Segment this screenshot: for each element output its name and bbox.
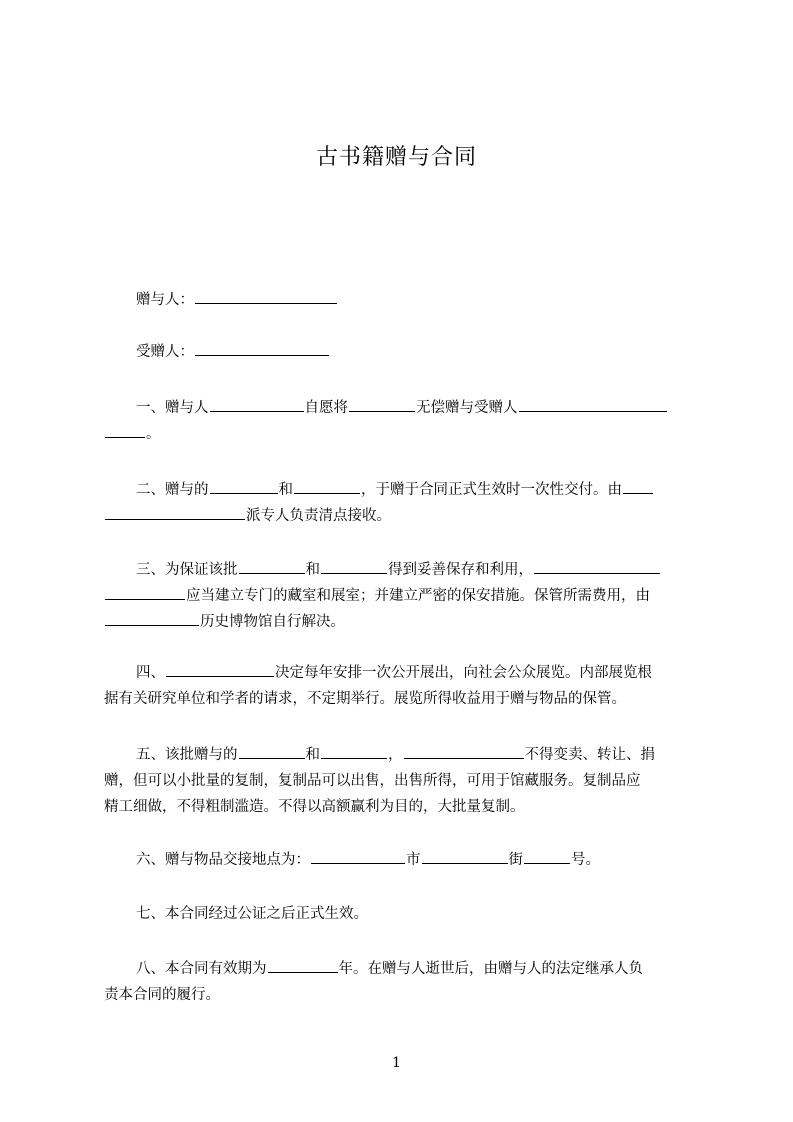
clause-1-text-c: 无偿赠与受赠人 [416, 400, 518, 416]
clause-8-text-a: 八、本合同有效期为 [136, 961, 267, 977]
clause-2-blank-2[interactable] [294, 477, 360, 494]
clause-1-blank-1[interactable] [210, 395, 304, 412]
clause-2-blank-4[interactable] [105, 503, 245, 520]
clause-3-blank-2[interactable] [321, 557, 387, 574]
clause-1-text-b: 自愿将 [304, 400, 348, 416]
clause-8-text-c: 责本合同的履行。 [104, 987, 220, 1003]
donee-line [104, 339, 700, 365]
clause-1-blank-3[interactable] [519, 395, 667, 412]
clause-3-text-b: 和 [305, 562, 320, 578]
clause-5-text-e: 赠，但可以小批量的复制，复制品可以出售，出售所得，可用于馆藏服务。复制品应 [104, 773, 641, 789]
page-number: 1 [392, 1055, 401, 1071]
clause-6-text-d: 号。 [571, 852, 600, 868]
clause-4-text-b: 决定每年安排一次公开展出，向社会公众展览。内部展览根 [275, 665, 652, 681]
clause-3-text-c: 得到妥善保存和利用， [388, 562, 533, 578]
donee-blank[interactable] [195, 339, 329, 356]
clause-2-blank-3[interactable] [623, 477, 653, 494]
clause-6-blank-street[interactable] [422, 847, 508, 864]
clause-5-blank-3[interactable] [404, 742, 524, 759]
clause-3-text-e: 历史博物馆自行解决。 [200, 614, 345, 630]
clause-4-blank-1[interactable] [166, 660, 274, 677]
clause-2-blank-1[interactable] [210, 477, 278, 494]
clause-1 [104, 395, 700, 447]
donor-label: 赠与人： [136, 292, 194, 308]
clause-2-text-c: ，于赠于合同正式生效时一次性交付。由 [361, 482, 622, 498]
clause-5 [104, 742, 700, 820]
clause-6 [104, 847, 700, 873]
donor-blank[interactable] [195, 287, 337, 304]
clause-5-blank-2[interactable] [321, 742, 387, 759]
clause-5-text-b: 和 [305, 747, 320, 763]
clause-3-blank-3[interactable] [534, 557, 660, 574]
clause-1-text-a: 一、赠与人 [136, 400, 209, 416]
clause-3-text-d: 应当建立专门的藏室和展室；并建立严密的保安措施。保管所需费用，由 [186, 588, 650, 604]
clause-8-text-b: 年。在赠与人逝世后，由赠与人的法定继承人负 [338, 961, 643, 977]
donee-label: 受赠人： [136, 344, 194, 360]
clause-2-text-d: 派专人负责清点接收。 [246, 508, 391, 524]
clause-5-text-f: 精工细做，不得粗制滥造。不得以高额赢利为目的，大批量复制。 [104, 799, 525, 815]
clause-2-text-b: 和 [278, 482, 293, 498]
clause-3-blank-4[interactable] [105, 583, 185, 600]
clause-6-blank-number[interactable] [524, 847, 570, 864]
clause-8-blank-years[interactable] [268, 956, 338, 973]
clause-8 [104, 956, 700, 1008]
clause-3 [104, 557, 700, 635]
clause-4-text-c: 据有关研究单位和学者的请求，不定期举行。展览所得收益用于赠与物品的保管。 [104, 691, 626, 707]
clause-7 [104, 901, 700, 927]
clause-1-text-d: 。 [146, 426, 161, 442]
donor-line [104, 287, 700, 313]
clause-5-blank-1[interactable] [239, 742, 305, 759]
clause-1-blank-2[interactable] [349, 395, 415, 412]
clause-2-text-a: 二、赠与的 [136, 482, 209, 498]
clause-6-blank-city[interactable] [311, 847, 405, 864]
clause-5-text-c: ， [388, 747, 403, 763]
clause-1-blank-4[interactable] [105, 421, 145, 438]
clause-5-text-a: 五、该批赠与的 [136, 747, 238, 763]
clause-2 [104, 477, 700, 529]
clause-3-blank-5[interactable] [105, 609, 199, 626]
clause-6-text-b: 市 [406, 852, 421, 868]
clause-3-blank-1[interactable] [239, 557, 305, 574]
clause-4-text-a: 四、 [136, 665, 165, 681]
clause-6-text-c: 街 [508, 852, 523, 868]
clause-3-text-a: 三、为保证该批 [136, 562, 238, 578]
clause-6-text-a: 六、赠与物品交接地点为： [136, 852, 310, 868]
clause-4 [104, 660, 700, 712]
document-title: 古书籍赠与合同 [315, 145, 477, 170]
clause-7-text: 七、本合同经过公证之后正式生效。 [136, 906, 368, 922]
clause-5-text-d: 不得变卖、转让、捐 [524, 747, 655, 763]
